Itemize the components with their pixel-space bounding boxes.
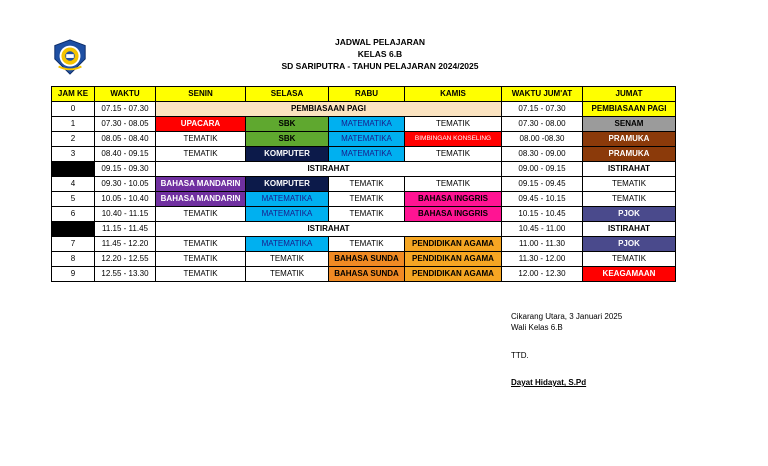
istirahat-span-cell: ISTIRAHAT [156,222,502,237]
jumat-cell: PRAMUKA [583,147,676,162]
kamis-cell: TEMATIK [405,147,502,162]
jam-cell: 1 [52,117,95,132]
signature-place-date: Cikarang Utara, 3 Januari 2025 [511,312,623,321]
istirahat-span-cell: ISTIRAHAT [156,162,502,177]
senin-cell: TEMATIK [156,147,246,162]
rabu-cell: TEMATIK [329,177,405,192]
col-header-senin: SENIN [156,87,246,102]
kamis-cell: BIMBINGAN KONSELING [405,132,502,147]
jam-cell: 3 [52,147,95,162]
kamis-cell: PENDIDIKAN AGAMA [405,267,502,282]
waktu-cell: 07.15 - 07.30 [95,102,156,117]
rabu-cell: TEMATIK [329,237,405,252]
waktu-cell: 10.05 - 10.40 [95,192,156,207]
jam-cell: 6 [52,207,95,222]
senin-cell: TEMATIK [156,267,246,282]
doc-school-year: SD SARIPUTRA - TAHUN PELAJARAN 2024/2025 [281,61,479,71]
col-header-jumat: JUMAT [583,87,676,102]
senin-cell: UPACARA [156,117,246,132]
jumat-cell: PJOK [583,237,676,252]
jumat-cell: PJOK [583,207,676,222]
kamis-cell: TEMATIK [405,117,502,132]
kamis-cell: PENDIDIKAN AGAMA [405,252,502,267]
doc-title: JADWAL PELAJARAN [334,37,426,47]
rabu-cell: BAHASA SUNDA [329,267,405,282]
waktu-cell: 08.40 - 09.15 [95,147,156,162]
jam-cell: 7 [52,237,95,252]
col-header-waktu: WAKTU [95,87,156,102]
jam-cell: 9 [52,267,95,282]
signature-ttd: TTD. [511,351,529,360]
senin-cell: BAHASA MANDARIN [156,192,246,207]
waktu-jumat-cell: 09.15 - 09.45 [502,177,583,192]
waktu-cell: 09.30 - 10.05 [95,177,156,192]
selasa-cell: KOMPUTER [246,177,329,192]
waktu-cell: 07.30 - 08.05 [95,117,156,132]
signature-role: Wali Kelas 6.B [511,323,563,332]
senin-cell: TEMATIK [156,252,246,267]
jam-cell: 0 [52,102,95,117]
schedule-table [51,86,676,282]
waktu-jumat-cell: 10.15 - 10.45 [502,207,583,222]
waktu-jumat-cell: 09.00 - 09.15 [502,162,583,177]
waktu-jumat-cell: 10.45 - 11.00 [502,222,583,237]
waktu-cell: 10.40 - 11.15 [95,207,156,222]
waktu-jumat-cell: 08.30 - 09.00 [502,147,583,162]
table-row [52,102,676,117]
jam-cell: 2 [52,132,95,147]
jam-cell [52,162,95,177]
rabu-cell: TEMATIK [329,207,405,222]
kamis-cell: PENDIDIKAN AGAMA [405,237,502,252]
jam-cell: 5 [52,192,95,207]
waktu-jumat-cell: 08.00 -08.30 [502,132,583,147]
jam-cell: 8 [52,252,95,267]
selasa-cell: MATEMATIKA [246,207,329,222]
jumat-cell: ISTIRAHAT [583,162,676,177]
table-row [52,192,676,207]
senin-cell: TEMATIK [156,132,246,147]
pembiasaan-span-cell: PEMBIASAAN PAGI [156,102,502,117]
jam-cell: 4 [52,177,95,192]
waktu-cell: 08.05 - 08.40 [95,132,156,147]
table-row [52,267,676,282]
senin-cell: BAHASA MANDARIN [156,177,246,192]
jumat-cell: TEMATIK [583,192,676,207]
waktu-cell: 12.20 - 12.55 [95,252,156,267]
selasa-cell: KOMPUTER [246,147,329,162]
senin-cell: TEMATIK [156,237,246,252]
selasa-cell: TEMATIK [246,252,329,267]
selasa-cell: SBK [246,132,329,147]
rabu-cell: TEMATIK [329,192,405,207]
waktu-jumat-cell: 07.15 - 07.30 [502,102,583,117]
waktu-cell: 12.55 - 13.30 [95,267,156,282]
table-row [52,222,676,237]
waktu-cell: 09.15 - 09.30 [95,162,156,177]
col-header-waktu-jumat: WAKTU JUM'AT [502,87,583,102]
waktu-jumat-cell: 11.30 - 12.00 [502,252,583,267]
table-row [52,162,676,177]
jam-cell [52,222,95,237]
rabu-cell: MATEMATIKA [329,132,405,147]
kamis-cell: BAHASA INGGRIS [405,192,502,207]
col-header-rabu: RABU [329,87,405,102]
col-header-jam: JAM KE [52,87,95,102]
selasa-cell: MATEMATIKA [246,192,329,207]
jumat-cell: ISTIRAHAT [583,222,676,237]
table-row [52,132,676,147]
table-row [52,252,676,267]
table-row [52,147,676,162]
jumat-cell: SENAM [583,117,676,132]
waktu-cell: 11.45 - 12.20 [95,237,156,252]
waktu-jumat-cell: 12.00 - 12.30 [502,267,583,282]
doc-class: KELAS 6.B [357,49,403,59]
waktu-jumat-cell: 11.00 - 11.30 [502,237,583,252]
table-row [52,177,676,192]
jumat-cell: KEAGAMAAN [583,267,676,282]
waktu-cell: 11.15 - 11.45 [95,222,156,237]
waktu-jumat-cell: 07.30 - 08.00 [502,117,583,132]
rabu-cell: BAHASA SUNDA [329,252,405,267]
jumat-cell: PRAMUKA [583,132,676,147]
waktu-jumat-cell: 09.45 - 10.15 [502,192,583,207]
selasa-cell: SBK [246,117,329,132]
col-header-kamis: KAMIS [405,87,502,102]
rabu-cell: MATEMATIKA [329,117,405,132]
selasa-cell: MATEMATIKA [246,237,329,252]
jumat-cell: TEMATIK [583,177,676,192]
selasa-cell: TEMATIK [246,267,329,282]
table-row [52,117,676,132]
table-row [52,207,676,222]
senin-cell: TEMATIK [156,207,246,222]
jumat-cell: TEMATIK [583,252,676,267]
jumat-cell: PEMBIASAAN PAGI [583,102,676,117]
col-header-selasa: SELASA [246,87,329,102]
table-row [52,237,676,252]
rabu-cell: MATEMATIKA [329,147,405,162]
school-logo-icon [51,38,89,76]
kamis-cell: BAHASA INGGRIS [405,207,502,222]
table-header-row [52,87,676,102]
signature-name: Dayat Hidayat, S.Pd [511,378,587,387]
kamis-cell: TEMATIK [405,177,502,192]
